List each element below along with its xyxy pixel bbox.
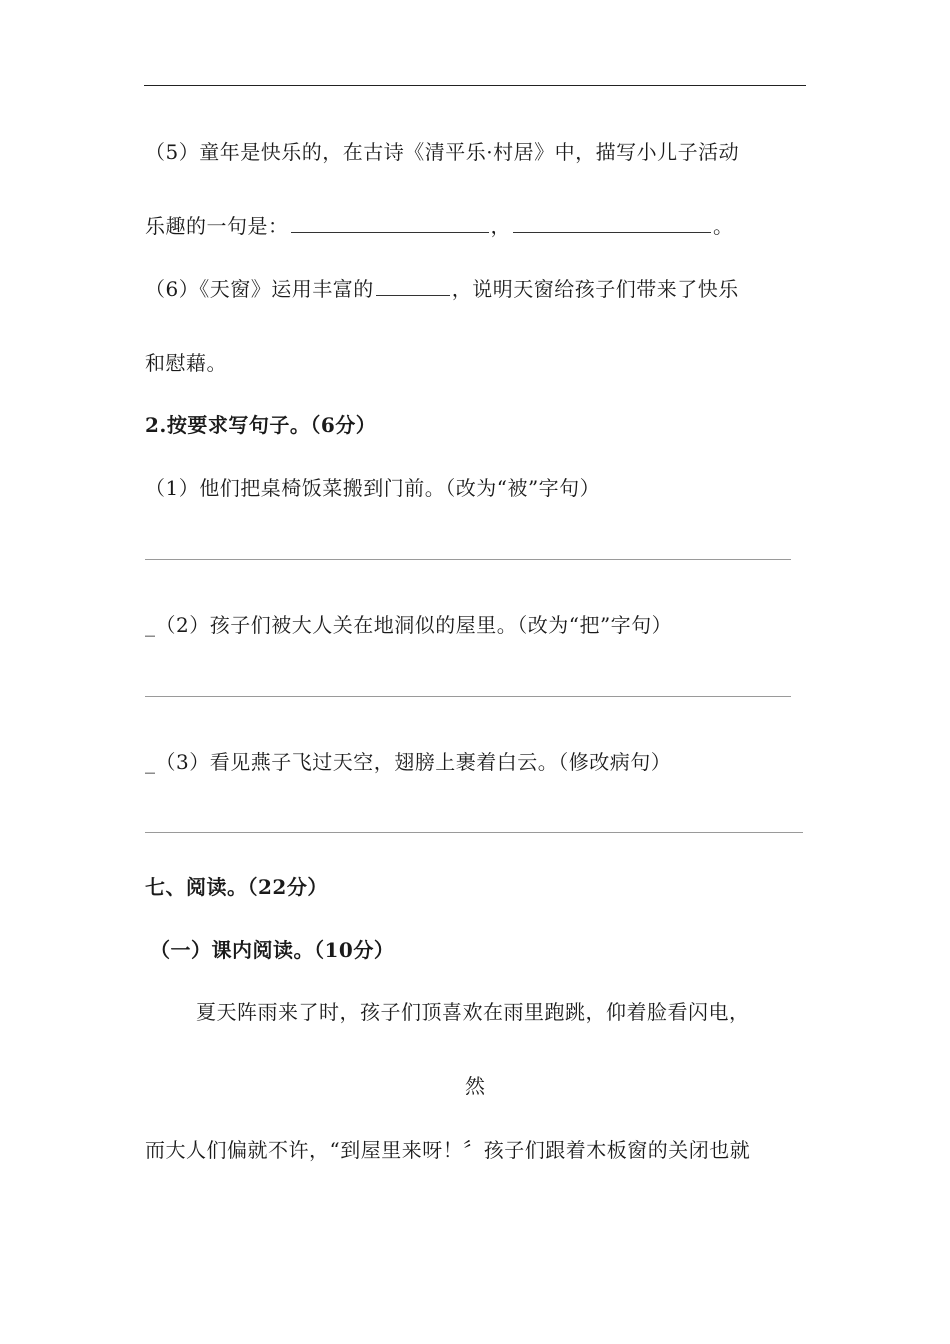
section2-item3-line — [145, 748, 671, 776]
q6-line2: 和慰藉。 — [145, 351, 227, 375]
passage-line-1: 夏天阵雨来了时，孩子们顶喜欢在雨里跑跳，仰着脸看闪电， — [196, 1000, 750, 1024]
passage-line-2: 然 — [465, 1074, 486, 1098]
q6-answer-blank[interactable] — [376, 277, 450, 296]
q6-line1-prefix: （6）《天窗》运用丰富的 — [145, 277, 374, 301]
section2-item3: （3）看见燕子飞过天空，翅膀上裹着白云。（修改病句） — [155, 750, 672, 774]
q5-separator: ， — [490, 214, 511, 238]
section2-answer-line-1[interactable] — [145, 559, 791, 560]
section7-subheading: （一）课内阅读。（10分） — [150, 938, 395, 962]
q6-line1-suffix: ，说明天窗给孩子们带来了快乐 — [451, 277, 739, 301]
section2-item2: （2）孩子们被大人关在地洞似的屋里。（改为“把”字句） — [155, 613, 673, 637]
q5-line2-prefix: 乐趣的一句是： — [145, 214, 289, 238]
section2-heading: 2.按要求写句子。（6分） — [145, 413, 377, 437]
q5-answer-blank-1[interactable] — [291, 214, 489, 233]
q5-line2 — [145, 212, 734, 240]
q5-line2-end: 。 — [713, 214, 734, 238]
section2-answer-line-2[interactable] — [145, 696, 791, 697]
section2-item1: （1）他们把桌椅饭菜搬到门前。（改为“被”字句） — [145, 476, 601, 500]
section2-item2-line — [145, 611, 672, 639]
item2-underscore-marker: _ — [145, 613, 156, 637]
header-rule — [144, 85, 806, 86]
q5-answer-blank-2[interactable] — [513, 214, 711, 233]
item3-underscore-marker: _ — [145, 750, 156, 774]
section2-answer-line-3[interactable] — [145, 832, 803, 833]
section7-heading: 七、阅读。（22分） — [145, 875, 328, 899]
passage-line-3: 而大人们偏就不许，“到屋里来呀！〞孩子们跟着木板窗的关闭也就 — [145, 1138, 751, 1162]
q5-line1: （5）童年是快乐的，在古诗《清平乐·村居》中，描写小儿子活动 — [145, 140, 740, 164]
q6-line1 — [145, 275, 739, 303]
